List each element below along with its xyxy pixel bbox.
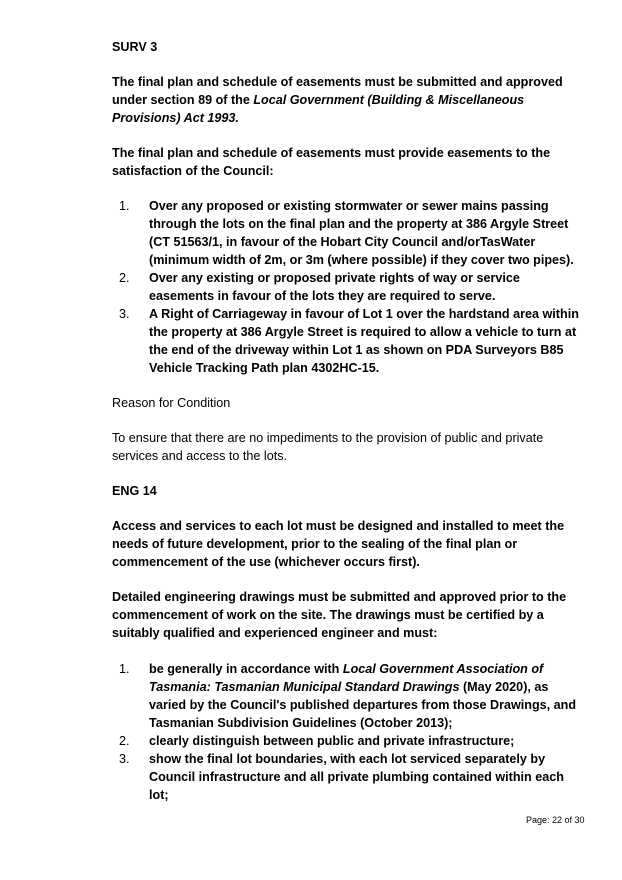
eng14-drawing-list (112, 660, 582, 804)
list-item-number: 3. (119, 752, 130, 766)
list-item (112, 269, 582, 305)
reason-text: To ensure that there are no impediments to the provision of public and private services and access to the lots. (112, 431, 544, 463)
reason-label: Reason for Condition (112, 396, 231, 410)
surv3-paragraph-1-text: The final plan and schedule of easements must be submitted and approved under section 89 of the (112, 75, 563, 107)
surv3-easement-list (112, 197, 582, 377)
list-item-text (149, 662, 576, 730)
list-item (112, 732, 582, 750)
surv3-paragraph-2: The final plan and schedule of easements must provide easements to the satisfaction of the Council: (112, 146, 551, 178)
surv3-heading: SURV 3 (112, 40, 158, 54)
list-item (112, 197, 582, 269)
list-item-text: Over any existing or proposed private rights of way or service easements in favour of the lots they are required to serve. (149, 271, 520, 303)
list-item-number: 1. (119, 662, 130, 676)
list-item-number: 1. (119, 199, 130, 213)
list-item-text: clearly distinguish between public and private infrastructure; (149, 734, 515, 748)
list-item-number: 3. (119, 307, 130, 321)
list-item-text: A Right of Carriageway in favour of Lot 1 over the hardstand area within the property at 386 Argyle Street is required to allow a vehicle to turn at the end of the driveway within Lot 1 as shown on PDA Surveyors B85 Vehicle Tracking Path plan 4302HC-15. (149, 307, 579, 375)
surv3-paragraph-1 (112, 73, 582, 127)
list-item-number: 2. (119, 271, 130, 285)
eng14-heading: ENG 14 (112, 484, 157, 498)
list-item-text: Over any proposed or existing stormwater or sewer mains passing through the lots on the final plan and the property at 386 Argyle Street (CT 51563/1, in favour of the Hobart City Council and/orTasWater (minimum width of 2m, or 3m (where possible) if they cover two pipes). (149, 199, 574, 267)
standard-drawings-title: Local Government Association of Tasmania: Tasmanian Municipal Standard Drawings (149, 662, 544, 694)
list-item (112, 305, 582, 377)
eng14-paragraph-1: Access and services to each lot must be designed and installed to meet the needs of future development, prior to the sealing of the final plan or commencement of the use (whichever occurs first). (112, 519, 565, 569)
list-item (112, 660, 582, 732)
list-item-text-end: (May 2020), as varied by the Council's published departures from those Drawings, and Tasmanian Subdivision Guidelines (October 2013); (149, 680, 577, 730)
page-number: Page: 22 of 30 (526, 815, 585, 825)
document-body (112, 38, 582, 804)
act-title: Local Government (Building & Miscellaneous Provisions) Act 1993. (112, 93, 525, 125)
eng14-paragraph-2: Detailed engineering drawings must be submitted and approved prior to the commencement of work on the site. The drawings must be certified by a suitably qualified and experienced engineer and must: (112, 590, 567, 640)
list-item-text: show the final lot boundaries, with each lot serviced separately by Council infrastructure and all private plumbing contained within each lot; (149, 752, 564, 802)
list-item-number: 2. (119, 734, 130, 748)
list-item (112, 750, 582, 804)
list-item-text-start: be generally in accordance with (149, 662, 343, 676)
